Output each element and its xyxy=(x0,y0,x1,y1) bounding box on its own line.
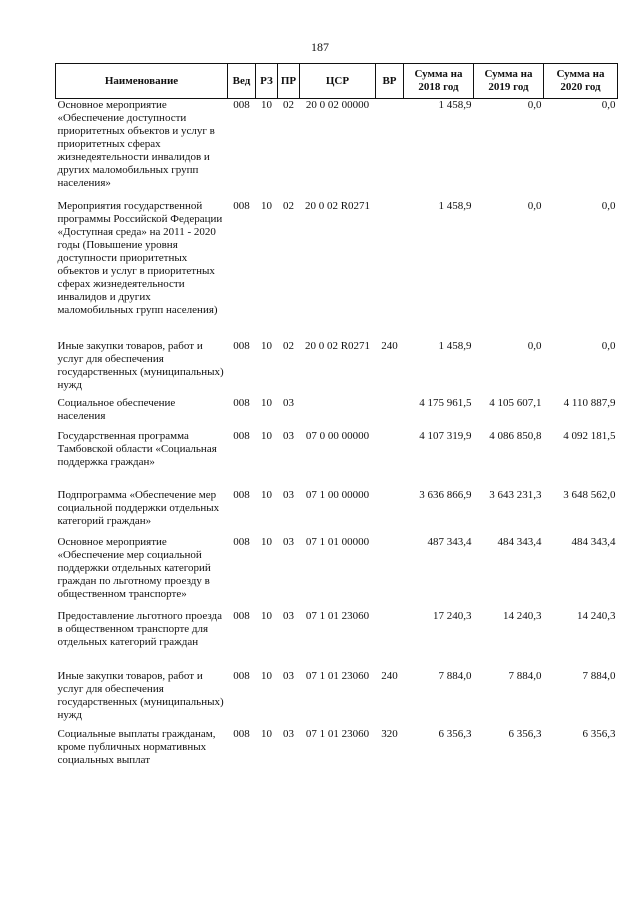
row-2019: 14 240,3 xyxy=(503,609,542,622)
row-name: Подпрограмма «Обеспечение мер социальной поддержки отдельных категорий граждан» xyxy=(57,488,220,527)
row-name: Иные закупки товаров, работ и услуг для обеспечения государственных (муниципальных) нужд xyxy=(57,669,224,721)
page-number: 187 xyxy=(311,40,329,54)
row-rz: 10 xyxy=(261,199,272,212)
table-row xyxy=(56,99,618,200)
row-2018: 1 458,9 xyxy=(438,339,472,352)
row-2020: 7 884,0 xyxy=(582,669,616,682)
row-2020: 4 092 181,5 xyxy=(563,429,616,442)
row-csr: 07 0 00 00000 xyxy=(305,429,370,442)
row-rz: 10 xyxy=(261,727,272,740)
row-name: Иные закупки товаров, работ и услуг для обеспечения государственных (муниципальных) нужд xyxy=(57,339,224,391)
row-2019: 0,0 xyxy=(527,99,542,111)
row-2018: 17 240,3 xyxy=(433,609,472,622)
row-2018: 4 107 319,9 xyxy=(419,429,472,442)
table-row xyxy=(56,610,618,670)
table-row xyxy=(56,200,618,340)
table-row xyxy=(56,670,618,728)
header-2019: Сумма на 2019 год xyxy=(474,64,544,99)
row-ved: 008 xyxy=(233,99,250,111)
header-csr: ЦСР xyxy=(300,64,376,99)
table-row xyxy=(56,536,618,610)
row-2020: 0,0 xyxy=(601,339,616,352)
row-vr xyxy=(376,489,404,536)
row-2020: 0,0 xyxy=(601,199,616,212)
row-csr: 07 1 01 23060 xyxy=(305,609,370,622)
row-vr: 320 xyxy=(381,727,398,740)
row-ved: 008 xyxy=(233,609,250,622)
header-2020: Сумма на 2020 год xyxy=(544,64,618,99)
row-csr: 07 1 01 23060 xyxy=(305,727,370,740)
table-row xyxy=(56,728,618,788)
row-2019: 3 643 231,3 xyxy=(489,488,542,501)
table-body xyxy=(56,99,618,788)
row-2020: 484 343,4 xyxy=(571,535,616,548)
row-rz: 10 xyxy=(261,99,272,111)
row-vr xyxy=(376,430,404,489)
row-2020: 0,0 xyxy=(601,99,616,111)
row-csr: 07 1 01 23060 xyxy=(305,669,370,682)
row-csr: 07 1 00 00000 xyxy=(305,488,370,501)
row-name: Основное мероприятие «Обеспечение доступности приоритетных объектов и услуг в приоритетных сферах жизнедеятельности инвалидов и других маломобильных групп населения» xyxy=(57,99,215,189)
header-name: Наименование xyxy=(56,64,228,99)
header-rz: РЗ xyxy=(256,64,278,99)
row-pr: 02 xyxy=(283,99,294,111)
row-ved: 008 xyxy=(233,669,250,682)
row-rz: 10 xyxy=(261,429,272,442)
row-2019: 4 086 850,8 xyxy=(489,429,542,442)
row-csr: 20 0 02 R0271 xyxy=(304,339,371,352)
row-rz: 10 xyxy=(261,535,272,548)
table-header xyxy=(56,64,618,99)
row-2019: 7 884,0 xyxy=(508,669,542,682)
row-vr xyxy=(376,200,404,340)
row-rz: 10 xyxy=(261,339,272,352)
header-pr: ПР xyxy=(278,64,300,99)
row-vr xyxy=(376,536,404,610)
row-csr: 07 1 01 00000 xyxy=(305,535,370,548)
row-name: Основное мероприятие «Обеспечение мер социальной поддержки отдельных категорий граждан по льготному проезду в общественном транспорте» xyxy=(57,535,211,600)
table-row xyxy=(56,430,618,489)
row-2018: 1 458,9 xyxy=(438,199,472,212)
row-2020: 14 240,3 xyxy=(577,609,616,622)
row-2019: 4 105 607,1 xyxy=(489,396,542,409)
row-rz: 10 xyxy=(261,488,272,501)
row-pr: 03 xyxy=(283,429,294,442)
row-vr xyxy=(376,610,404,670)
row-2018: 7 884,0 xyxy=(438,669,472,682)
row-2018: 3 636 866,9 xyxy=(419,488,472,501)
row-ved: 008 xyxy=(233,429,250,442)
row-name: Государственная программа Тамбовской области «Социальная поддержка граждан» xyxy=(57,429,217,468)
row-pr: 02 xyxy=(283,199,294,212)
row-pr: 03 xyxy=(283,396,294,409)
row-2019: 0,0 xyxy=(527,199,542,212)
row-rz: 10 xyxy=(261,396,272,409)
row-ved: 008 xyxy=(233,199,250,212)
row-csr xyxy=(300,397,376,430)
row-name: Социальные выплаты гражданам, кроме публичных нормативных социальных выплат xyxy=(57,727,216,766)
row-vr xyxy=(376,99,404,200)
row-csr: 20 0 02 00000 xyxy=(305,99,370,111)
row-ved: 008 xyxy=(233,396,250,409)
row-pr: 03 xyxy=(283,535,294,548)
row-2020: 6 356,3 xyxy=(582,727,616,740)
row-2018: 1 458,9 xyxy=(438,99,472,111)
row-2020: 4 110 887,9 xyxy=(563,396,616,409)
row-rz: 10 xyxy=(261,669,272,682)
row-ved: 008 xyxy=(233,488,250,501)
row-rz: 10 xyxy=(261,609,272,622)
header-2018: Сумма на 2018 год xyxy=(404,64,474,99)
row-2018: 6 356,3 xyxy=(438,727,472,740)
row-vr: 240 xyxy=(381,669,398,682)
row-pr: 02 xyxy=(283,339,294,352)
table-row xyxy=(56,489,618,536)
header-vr: ВР xyxy=(376,64,404,99)
row-pr: 03 xyxy=(283,488,294,501)
row-ved: 008 xyxy=(233,727,250,740)
row-name: Мероприятия государственной программы Российской Федерации «Доступная среда» на 2011 - 2020 годы (Повышение уровня доступности приоритетных объектов и услуг в приоритетных сферах жизнедеятельности инвалидов и других маломобильных групп населения) xyxy=(57,199,223,316)
row-csr: 20 0 02 R0271 xyxy=(304,199,371,212)
table-row xyxy=(56,397,618,430)
row-2019: 484 343,4 xyxy=(497,535,542,548)
row-vr: 240 xyxy=(381,339,398,352)
row-ved: 008 xyxy=(233,535,250,548)
row-pr: 03 xyxy=(283,727,294,740)
row-pr: 03 xyxy=(283,609,294,622)
row-2018: 487 343,4 xyxy=(427,535,472,548)
row-2019: 0,0 xyxy=(527,339,542,352)
row-name: Предоставление льготного проезда в общественном транспорте для отдельных категорий граждан xyxy=(57,609,223,648)
table-row xyxy=(56,340,618,397)
row-ved: 008 xyxy=(233,339,250,352)
row-2018: 4 175 961,5 xyxy=(419,396,472,409)
row-pr: 03 xyxy=(283,669,294,682)
header-ved: Вед xyxy=(228,64,256,99)
row-name: Социальное обеспечение населения xyxy=(57,396,176,422)
row-vr xyxy=(376,397,404,430)
budget-table xyxy=(55,63,618,788)
row-2020: 3 648 562,0 xyxy=(563,488,616,501)
row-2019: 6 356,3 xyxy=(508,727,542,740)
